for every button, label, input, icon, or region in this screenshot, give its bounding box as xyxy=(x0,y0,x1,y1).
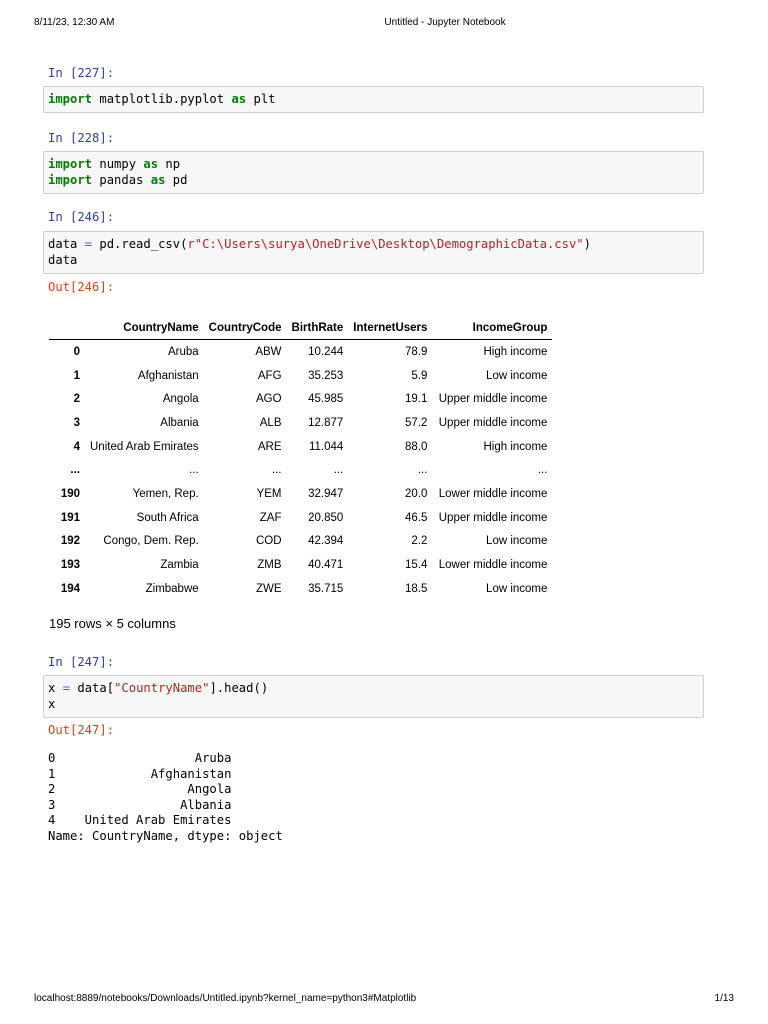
table-cell: 57.2 xyxy=(405,416,428,429)
code-text: matplotlib.pyplot xyxy=(92,92,232,106)
table-cell: AFG xyxy=(257,369,282,382)
row-index: 190 xyxy=(60,487,80,500)
table-cell: High income xyxy=(483,345,548,358)
row-index: 192 xyxy=(60,535,80,548)
output-line: 0 Aruba xyxy=(48,751,232,765)
table-row xyxy=(49,340,552,364)
table-cell: 11.044 xyxy=(308,440,344,453)
table-cell: Zambia xyxy=(160,559,199,572)
table-cell: Yemen, Rep. xyxy=(132,487,199,500)
table-cell: Upper middle income xyxy=(438,416,548,429)
table-cell: Angola xyxy=(162,393,199,406)
table-cell: 35.253 xyxy=(308,369,344,382)
row-index: 0 xyxy=(73,345,80,358)
table-cell: High income xyxy=(483,440,548,453)
table-cell: 20.850 xyxy=(308,511,344,524)
output-line: 4 United Arab Emirates xyxy=(48,813,232,827)
table-row xyxy=(49,577,552,601)
column-header: InternetUsers xyxy=(348,316,432,340)
code-line xyxy=(48,681,699,697)
keyword: as xyxy=(231,92,247,106)
table-cell: ... xyxy=(417,464,428,477)
row-index: 4 xyxy=(73,440,80,453)
operator: = xyxy=(84,237,93,251)
column-header: IncomeGroup xyxy=(432,316,552,340)
table-cell: Lower middle income xyxy=(438,559,548,572)
row-index: 193 xyxy=(60,559,80,572)
keyword: import xyxy=(48,172,93,187)
table-cell: ... xyxy=(271,464,282,477)
table-cell: Aruba xyxy=(167,345,199,358)
table-cell: Lower middle income xyxy=(438,487,548,500)
table-header-row xyxy=(49,316,552,340)
table-body xyxy=(49,340,552,601)
code-text: data xyxy=(48,237,85,251)
table-cell: Low income xyxy=(486,582,548,595)
table-cell: ... xyxy=(537,464,548,477)
table-cell: ... xyxy=(189,464,199,477)
table-cell: 35.715 xyxy=(308,582,344,595)
column-header xyxy=(49,316,85,340)
code-cell-227[interactable] xyxy=(43,86,704,113)
code-text: pd.read_csv( xyxy=(92,237,188,251)
table-cell: United Arab Emirates xyxy=(90,440,199,453)
table-cell: Low income xyxy=(486,369,548,382)
table-cell: 19.1 xyxy=(405,393,428,406)
row-index: 194 xyxy=(60,582,80,595)
dataframe-table xyxy=(49,316,552,601)
keyword: as xyxy=(143,157,159,171)
row-index: 2 xyxy=(73,393,80,406)
table-cell: 2.2 xyxy=(411,535,428,548)
code-text: np xyxy=(158,157,181,171)
out-prompt-247: Out[247]: xyxy=(48,723,115,737)
table-cell: Congo, Dem. Rep. xyxy=(103,535,199,548)
table-cell: YEM xyxy=(256,487,282,500)
column-header: CountryCode xyxy=(204,316,287,340)
code-line xyxy=(48,237,699,253)
series-output xyxy=(48,751,283,844)
code-line xyxy=(48,157,699,173)
code-text: data[ xyxy=(70,681,115,695)
code-text: x xyxy=(48,681,63,695)
table-cell: ZMB xyxy=(257,559,282,572)
string-literal: "CountryName" xyxy=(114,681,210,695)
table-cell: Upper middle income xyxy=(438,511,548,524)
table-cell: 32.947 xyxy=(308,487,344,500)
dataframe-shape-note: 195 rows × 5 columns xyxy=(49,616,176,631)
code-cell-228[interactable] xyxy=(43,151,704,194)
table-row xyxy=(49,387,552,411)
table-cell: 88.0 xyxy=(405,440,428,453)
table-cell: 78.9 xyxy=(405,345,428,358)
table-cell: Upper middle income xyxy=(438,393,548,406)
row-index: ... xyxy=(70,464,80,477)
string-literal: r"C:\Users\surya\OneDrive\Desktop\DemographicData.csv" xyxy=(187,237,584,251)
table-cell: ZWE xyxy=(255,582,282,595)
table-cell: COD xyxy=(255,535,282,548)
table-cell: Afghanistan xyxy=(137,369,199,382)
in-prompt-228: In [228]: xyxy=(48,131,115,145)
code-line: data xyxy=(48,252,78,267)
operator: = xyxy=(62,681,71,695)
table-cell: 18.5 xyxy=(405,582,428,595)
output-line: 3 Albania xyxy=(48,797,232,812)
print-datetime: 8/11/23, 12:30 AM xyxy=(34,17,115,28)
table-cell: 46.5 xyxy=(405,511,428,524)
table-cell: 15.4 xyxy=(405,559,428,572)
table-cell: ... xyxy=(333,464,344,477)
table-cell: 5.9 xyxy=(411,369,428,382)
keyword: as xyxy=(150,172,166,187)
code-cell-246[interactable] xyxy=(43,231,704,274)
table-cell: 42.394 xyxy=(308,535,344,548)
page-number: 1/13 xyxy=(714,993,734,1004)
code-text: plt xyxy=(246,92,276,106)
table-row xyxy=(49,530,552,554)
column-header: BirthRate xyxy=(287,316,349,340)
out-prompt-246: Out[246]: xyxy=(48,280,115,294)
table-cell: Albania xyxy=(160,416,199,429)
table-cell: 10.244 xyxy=(308,345,344,358)
table-cell: AGO xyxy=(255,393,282,406)
row-index: 191 xyxy=(60,511,80,524)
output-line: 2 Angola xyxy=(48,782,232,796)
in-prompt-247: In [247]: xyxy=(48,655,115,669)
table-cell: ABW xyxy=(255,345,282,358)
table-cell: 12.877 xyxy=(308,416,344,429)
keyword: import xyxy=(48,92,93,106)
table-row xyxy=(49,411,552,435)
table-cell: Zimbabwe xyxy=(145,582,199,595)
table-cell: South Africa xyxy=(136,511,199,524)
output-line: 1 Afghanistan xyxy=(48,766,232,781)
output-line: Name: CountryName, dtype: object xyxy=(48,828,283,843)
print-header xyxy=(0,17,768,31)
keyword: import xyxy=(48,157,93,171)
table-row xyxy=(49,482,552,506)
table-row xyxy=(49,506,552,530)
code-text: numpy xyxy=(92,157,144,171)
column-header: CountryName xyxy=(85,316,204,340)
table-row xyxy=(49,364,552,388)
table-row xyxy=(49,458,552,482)
table-cell: ARE xyxy=(257,440,282,453)
row-index: 3 xyxy=(73,416,80,429)
print-title: Untitled - Jupyter Notebook xyxy=(384,17,506,28)
code-cell-247[interactable] xyxy=(43,675,704,718)
code-text: ) xyxy=(583,237,591,251)
table-cell: ZAF xyxy=(259,511,282,524)
table-cell: 40.471 xyxy=(308,559,344,572)
code-text: pandas xyxy=(92,172,151,187)
table-cell: 20.0 xyxy=(405,487,428,500)
table-row xyxy=(49,435,552,459)
table-cell: 45.985 xyxy=(308,393,344,406)
print-url: localhost:8889/notebooks/Downloads/Untitled.ipynb?kernel_name=python3#Matplotlib xyxy=(34,993,417,1004)
code-line xyxy=(48,173,699,189)
in-prompt-227: In [227]: xyxy=(48,66,115,80)
table-cell: ALB xyxy=(259,416,282,429)
code-line: x xyxy=(48,696,56,711)
code-text: pd xyxy=(165,172,188,187)
in-prompt-246: In [246]: xyxy=(48,210,115,224)
table-row xyxy=(49,553,552,577)
table-cell: Low income xyxy=(486,535,548,548)
row-index: 1 xyxy=(73,369,80,382)
code-text: ].head() xyxy=(209,681,269,695)
